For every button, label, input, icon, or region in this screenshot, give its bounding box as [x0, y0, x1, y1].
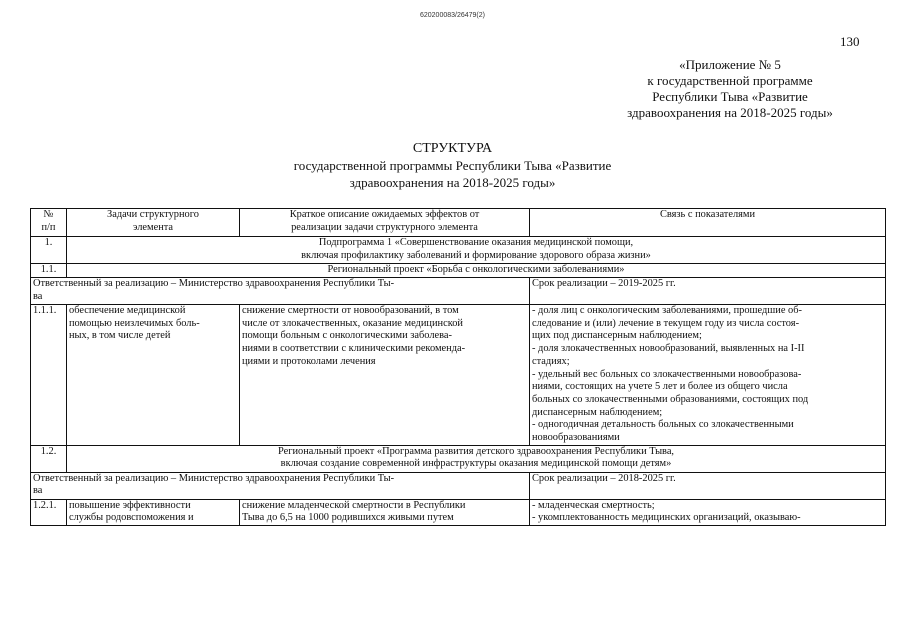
- header-text: реализации задачи структурного элемента: [291, 221, 478, 233]
- page-number: 130: [840, 34, 860, 49]
- indicator-line: - доля лиц с онкологическим заболеваниями, прошедшие об-: [532, 305, 803, 316]
- effect-line: снижение смертности от новообразований, в том: [242, 305, 459, 316]
- task-line: обеспечение медицинской: [69, 305, 186, 316]
- row-number: 1.: [31, 237, 67, 264]
- indicators-cell: [530, 499, 886, 525]
- appendix-line: здравоохранения на 2018-2025 годы»: [627, 105, 833, 120]
- task-cell: [67, 499, 240, 525]
- table-row: [31, 445, 886, 472]
- document-heading: [0, 140, 905, 191]
- responsible-cell: [31, 472, 530, 499]
- term-cell: Срок реализации – 2019-2025 гг.: [530, 278, 886, 305]
- indicator-line: ниями, состоящих на учете 5 лет и более из общего числа: [532, 381, 788, 393]
- document-id: 620200083/26479(2): [419, 12, 485, 19]
- indicator-line: - младенческая смертность;: [532, 499, 655, 511]
- row-number: 1.2.: [31, 445, 67, 472]
- responsible-cell: [31, 278, 530, 305]
- effect-line: ниями в соответствии с клиническими рекоменда-: [242, 343, 466, 355]
- responsible-line: ва: [33, 290, 43, 302]
- document-subtitle-line: здравоохранения на 2018-2025 годы»: [349, 175, 556, 190]
- row-number: 1.1.1.: [31, 305, 67, 446]
- indicator-line: - укомплектованность медицинских организаций, оказываю-: [532, 512, 801, 524]
- indicator-line: больных со злокачественными образованиями, состоящих под: [532, 393, 809, 405]
- row-number: 1.1.: [31, 264, 67, 278]
- appendix-line: «Приложение № 5: [679, 57, 781, 72]
- structure-table: [30, 208, 886, 526]
- task-cell: [67, 305, 240, 446]
- title-line: включая профилактику заболеваний и формирование здорового образа жизни»: [301, 249, 651, 261]
- header-text: Задачи структурного: [107, 209, 199, 220]
- table-row: [31, 264, 886, 278]
- indicator-line: новообразованиями: [532, 432, 620, 444]
- header-effects: [240, 209, 530, 237]
- title-line: Подпрограмма 1 «Совершенствование оказания медицинской помощи,: [318, 237, 634, 248]
- header-text: элемента: [132, 221, 174, 233]
- document-subtitle-line: государственной программы Республики Тыва «Развитие: [293, 158, 612, 173]
- project-title: [67, 445, 886, 472]
- indicator-line: следование и (или) лечение в текущем году из числа состоя-: [532, 317, 800, 329]
- table-row: [31, 305, 886, 446]
- appendix-line: Республики Тыва «Развитие: [652, 89, 808, 104]
- responsible-line: Ответственный за реализацию – Министерство здравоохранения Республики Ты-: [33, 472, 395, 484]
- indicator-line: стадиях;: [532, 355, 570, 367]
- term-cell: Срок реализации – 2018-2025 гг.: [530, 472, 886, 499]
- indicator-line: - доля злокачественных новообразований, выявленных на I-II: [532, 343, 805, 355]
- header-indicators: Связь с показателями: [530, 209, 886, 237]
- effect-line: Тыва до 6,5 на 1000 родившихся живыми путем: [242, 512, 454, 524]
- title-line: включая создание современной инфраструктуры оказания медицинской помощи детям»: [280, 458, 672, 470]
- responsible-line: Ответственный за реализацию – Министерство здравоохранения Республики Ты-: [33, 278, 395, 289]
- table-row: [31, 499, 886, 525]
- project-title: Региональный проект «Борьба с онкологическими заболеваниями»: [67, 264, 886, 278]
- task-line: помощью неизлечимых боль-: [69, 317, 200, 329]
- effect-line: циями и протоколами лечения: [242, 355, 376, 367]
- effect-cell: [240, 305, 530, 446]
- effect-line: числе от злокачественных, оказание медицинской: [242, 317, 463, 329]
- effect-line: помощи больным с онкологическими заболева-: [242, 330, 452, 342]
- task-line: службы родовспоможения и: [69, 512, 194, 524]
- table-row: [31, 278, 886, 305]
- responsible-line: ва: [33, 485, 43, 497]
- task-line: ных, в том числе детей: [69, 330, 171, 342]
- title-line: Региональный проект «Программа развития детского здравоохранения Республики Тыва,: [277, 445, 675, 457]
- header-text: №: [43, 209, 54, 220]
- indicator-line: - одногодичная детальность больных со злокачественными: [532, 419, 794, 431]
- effect-cell: [240, 499, 530, 525]
- header-text: п/п: [41, 221, 56, 233]
- table-row: [31, 472, 886, 499]
- indicator-line: - удельный вес больных со злокачественными новообразова-: [532, 368, 802, 380]
- row-number: 1.2.1.: [31, 499, 67, 525]
- appendix-note: [560, 57, 900, 121]
- indicators-cell: [530, 305, 886, 446]
- table-row: [31, 237, 886, 264]
- task-line: повышение эффективности: [69, 499, 191, 511]
- appendix-line: к государственной программе: [647, 73, 813, 88]
- table-header-row: [31, 209, 886, 237]
- document-title: СТРУКТУРА: [412, 141, 493, 156]
- header-tasks: [67, 209, 240, 237]
- indicator-line: диспансерным наблюдением;: [532, 406, 663, 418]
- header-num: [31, 209, 67, 237]
- header-text: Краткое описание ожидаемых эффектов от: [289, 209, 480, 220]
- effect-line: снижение младенческой смертности в Республики: [242, 499, 466, 511]
- subprogram-title: [67, 237, 886, 264]
- indicator-line: щих под диспансерным наблюдением;: [532, 330, 702, 342]
